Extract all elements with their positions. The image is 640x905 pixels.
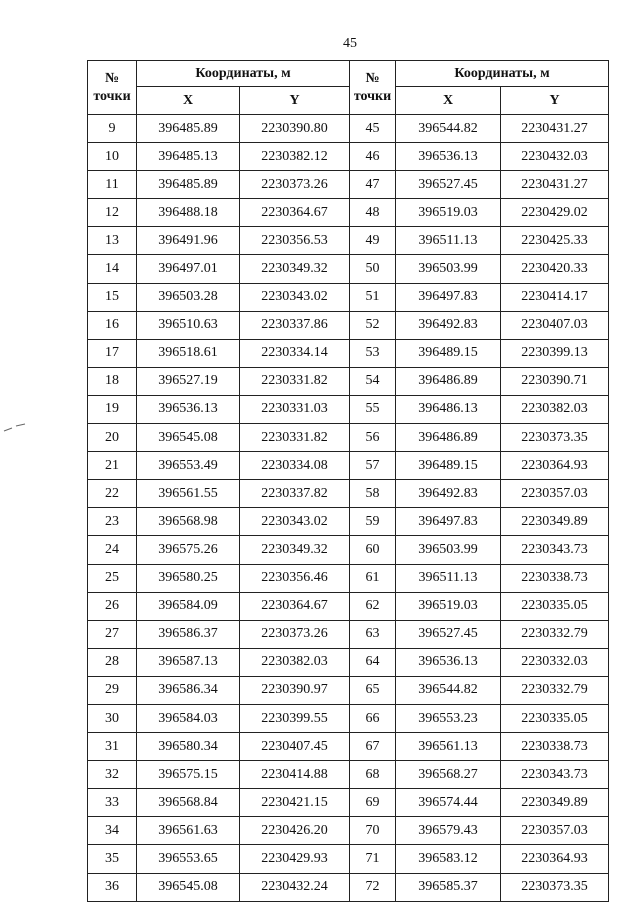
y-coordinate-cell: 2230390.80 xyxy=(240,115,350,143)
table-row xyxy=(88,564,609,592)
y-coordinate-cell: 2230343.02 xyxy=(240,508,350,536)
y-coordinate-cell: 2230407.45 xyxy=(240,733,350,761)
point-number-cell: 70 xyxy=(350,817,396,845)
point-number-cell: 36 xyxy=(88,873,137,901)
point-number-cell: 56 xyxy=(350,424,396,452)
point-number-cell: 30 xyxy=(88,704,137,732)
x-coordinate-cell: 396510.63 xyxy=(137,311,240,339)
point-number-cell: 31 xyxy=(88,733,137,761)
margin-mark xyxy=(3,423,27,433)
x-coordinate-cell: 396491.96 xyxy=(137,227,240,255)
point-number-cell: 60 xyxy=(350,536,396,564)
point-number-cell: 58 xyxy=(350,480,396,508)
y-coordinate-cell: 2230364.67 xyxy=(240,592,350,620)
y-coordinate-cell: 2230421.15 xyxy=(240,789,350,817)
y-coordinate-cell: 2230382.03 xyxy=(240,648,350,676)
point-number-cell: 32 xyxy=(88,761,137,789)
x-coordinate-cell: 396511.13 xyxy=(396,227,501,255)
y-coordinate-cell: 2230364.93 xyxy=(501,452,609,480)
point-number-cell: 61 xyxy=(350,564,396,592)
point-number-header-left xyxy=(88,61,137,115)
y-coordinate-cell: 2230414.88 xyxy=(240,761,350,789)
x-coordinate-cell: 396492.83 xyxy=(396,311,501,339)
table-row xyxy=(88,873,609,901)
x-coordinate-cell: 396586.34 xyxy=(137,676,240,704)
x-coordinate-cell: 396579.43 xyxy=(396,817,501,845)
x-coordinate-cell: 396586.37 xyxy=(137,620,240,648)
x-coordinate-cell: 396574.44 xyxy=(396,789,501,817)
table-row xyxy=(88,115,609,143)
y-coordinate-cell: 2230331.03 xyxy=(240,395,350,423)
x-coordinate-cell: 396503.28 xyxy=(137,283,240,311)
y-coordinate-cell: 2230335.05 xyxy=(501,592,609,620)
x-coordinate-cell: 396568.84 xyxy=(137,789,240,817)
x-coordinate-cell: 396486.13 xyxy=(396,395,501,423)
y-coordinate-cell: 2230338.73 xyxy=(501,564,609,592)
point-number-cell: 13 xyxy=(88,227,137,255)
y-coordinate-cell: 2230343.02 xyxy=(240,283,350,311)
y-coordinate-cell: 2230364.67 xyxy=(240,199,350,227)
x-coordinate-cell: 396561.63 xyxy=(137,817,240,845)
point-number-cell: 33 xyxy=(88,789,137,817)
point-number-cell: 59 xyxy=(350,508,396,536)
y-coordinate-cell: 2230338.73 xyxy=(501,733,609,761)
point-number-cell: 22 xyxy=(88,480,137,508)
y-coordinate-cell: 2230399.55 xyxy=(240,704,350,732)
y-coordinate-cell: 2230337.86 xyxy=(240,311,350,339)
y-coordinate-cell: 2230425.33 xyxy=(501,227,609,255)
table-row xyxy=(88,199,609,227)
point-number-cell: 14 xyxy=(88,255,137,283)
point-number-cell: 49 xyxy=(350,227,396,255)
y-coordinate-cell: 2230382.12 xyxy=(240,143,350,171)
point-number-cell: 51 xyxy=(350,283,396,311)
y-coordinate-cell: 2230334.08 xyxy=(240,452,350,480)
table-row xyxy=(88,367,609,395)
x-coordinate-cell: 396489.15 xyxy=(396,452,501,480)
x-coordinate-cell: 396497.01 xyxy=(137,255,240,283)
point-number-word: точки xyxy=(93,88,131,104)
table-row xyxy=(88,733,609,761)
y-coordinate-cell: 2230431.27 xyxy=(501,115,609,143)
y-coordinate-cell: 2230349.89 xyxy=(501,508,609,536)
x-coordinate-cell: 396519.03 xyxy=(396,592,501,620)
point-number-cell: 55 xyxy=(350,395,396,423)
point-number-cell: 54 xyxy=(350,367,396,395)
point-number-cell: 35 xyxy=(88,845,137,873)
point-number-cell: 62 xyxy=(350,592,396,620)
x-coordinate-cell: 396488.18 xyxy=(137,199,240,227)
point-number-cell: 67 xyxy=(350,733,396,761)
x-coordinate-cell: 396518.61 xyxy=(137,339,240,367)
x-coordinate-cell: 396492.83 xyxy=(396,480,501,508)
point-number-cell: 16 xyxy=(88,311,137,339)
point-number-cell: 50 xyxy=(350,255,396,283)
y-coordinate-cell: 2230364.93 xyxy=(501,845,609,873)
table-row xyxy=(88,845,609,873)
point-number-cell: 34 xyxy=(88,817,137,845)
coordinates-header-left: Координаты, м xyxy=(137,61,350,87)
point-number-cell: 69 xyxy=(350,789,396,817)
x-coordinate-cell: 396527.19 xyxy=(137,367,240,395)
point-number-header-right xyxy=(350,61,396,115)
y-coordinate-cell: 2230335.05 xyxy=(501,704,609,732)
point-number-cell: 11 xyxy=(88,171,137,199)
point-number-cell: 27 xyxy=(88,620,137,648)
x-coordinate-cell: 396585.37 xyxy=(396,873,501,901)
x-coordinate-cell: 396519.03 xyxy=(396,199,501,227)
y-coordinate-cell: 2230356.46 xyxy=(240,564,350,592)
x-coordinate-cell: 396485.89 xyxy=(137,171,240,199)
table-row xyxy=(88,704,609,732)
y-coordinate-cell: 2230349.32 xyxy=(240,255,350,283)
y-coordinate-cell: 2230426.20 xyxy=(240,817,350,845)
x-coordinate-cell: 396584.03 xyxy=(137,704,240,732)
x-coordinate-cell: 396511.13 xyxy=(396,564,501,592)
point-number-cell: 24 xyxy=(88,536,137,564)
point-number-cell: 23 xyxy=(88,508,137,536)
point-number-cell: 45 xyxy=(350,115,396,143)
x-coordinate-cell: 396497.83 xyxy=(396,508,501,536)
y-coordinate-cell: 2230337.82 xyxy=(240,480,350,508)
point-number-cell: 25 xyxy=(88,564,137,592)
table-row xyxy=(88,311,609,339)
point-number-symbol: № xyxy=(104,70,120,86)
table-row xyxy=(88,536,609,564)
x-coordinate-cell: 396587.13 xyxy=(137,648,240,676)
page-number: 45 xyxy=(343,36,357,51)
table-row xyxy=(88,648,609,676)
table-row xyxy=(88,789,609,817)
y-coordinate-cell: 2230432.03 xyxy=(501,143,609,171)
point-number-cell: 68 xyxy=(350,761,396,789)
y-coordinate-cell: 2230357.03 xyxy=(501,817,609,845)
x-coordinate-cell: 396568.98 xyxy=(137,508,240,536)
x-coordinate-cell: 396536.13 xyxy=(137,395,240,423)
x-coordinate-cell: 396489.15 xyxy=(396,339,501,367)
y-coordinate-cell: 2230382.03 xyxy=(501,395,609,423)
x-coordinate-cell: 396497.83 xyxy=(396,283,501,311)
x-coordinate-cell: 396575.15 xyxy=(137,761,240,789)
point-number-cell: 28 xyxy=(88,648,137,676)
y-coordinate-cell: 2230343.73 xyxy=(501,536,609,564)
x-coordinate-cell: 396584.09 xyxy=(137,592,240,620)
x-coordinate-cell: 396553.65 xyxy=(137,845,240,873)
y-coordinate-cell: 2230334.14 xyxy=(240,339,350,367)
coordinates-header-right: Координаты, м xyxy=(396,61,609,87)
x-coordinate-cell: 396503.99 xyxy=(396,536,501,564)
y-coordinate-cell: 2230399.13 xyxy=(501,339,609,367)
point-number-cell: 20 xyxy=(88,424,137,452)
x-coordinate-cell: 396485.89 xyxy=(137,115,240,143)
y-coordinate-cell: 2230414.17 xyxy=(501,283,609,311)
x-coordinate-cell: 396580.34 xyxy=(137,733,240,761)
x-coordinate-cell: 396486.89 xyxy=(396,367,501,395)
x-coordinate-cell: 396580.25 xyxy=(137,564,240,592)
x-coordinate-cell: 396544.82 xyxy=(396,676,501,704)
y-coordinate-cell: 2230332.79 xyxy=(501,620,609,648)
table-row xyxy=(88,424,609,452)
table-row xyxy=(88,339,609,367)
table-row xyxy=(88,452,609,480)
y-coordinate-cell: 2230429.02 xyxy=(501,199,609,227)
y-coordinate-cell: 2230349.89 xyxy=(501,789,609,817)
y-coordinate-cell: 2230332.79 xyxy=(501,676,609,704)
x-header-right: X xyxy=(396,87,501,115)
y-coordinate-cell: 2230356.53 xyxy=(240,227,350,255)
y-coordinate-cell: 2230357.03 xyxy=(501,480,609,508)
y-coordinate-cell: 2230349.32 xyxy=(240,536,350,564)
table-row xyxy=(88,395,609,423)
point-number-cell: 10 xyxy=(88,143,137,171)
point-number-cell: 12 xyxy=(88,199,137,227)
x-coordinate-cell: 396486.89 xyxy=(396,424,501,452)
y-header-right: Y xyxy=(501,87,609,115)
table-row xyxy=(88,817,609,845)
point-number-cell: 63 xyxy=(350,620,396,648)
y-coordinate-cell: 2230373.26 xyxy=(240,620,350,648)
x-coordinate-cell: 396536.13 xyxy=(396,648,501,676)
table-row xyxy=(88,255,609,283)
y-coordinate-cell: 2230332.03 xyxy=(501,648,609,676)
table-row xyxy=(88,480,609,508)
y-coordinate-cell: 2230373.35 xyxy=(501,424,609,452)
x-coordinate-cell: 396485.13 xyxy=(137,143,240,171)
y-coordinate-cell: 2230331.82 xyxy=(240,424,350,452)
coordinates-table xyxy=(87,60,609,902)
y-coordinate-cell: 2230331.82 xyxy=(240,367,350,395)
point-number-cell: 47 xyxy=(350,171,396,199)
point-number-cell: 57 xyxy=(350,452,396,480)
table-row xyxy=(88,620,609,648)
table-row xyxy=(88,676,609,704)
point-number-cell: 53 xyxy=(350,339,396,367)
point-number-cell: 46 xyxy=(350,143,396,171)
point-number-cell: 64 xyxy=(350,648,396,676)
x-coordinate-cell: 396553.23 xyxy=(396,704,501,732)
point-number-cell: 26 xyxy=(88,592,137,620)
point-number-cell: 72 xyxy=(350,873,396,901)
y-coordinate-cell: 2230420.33 xyxy=(501,255,609,283)
point-number-word: точки xyxy=(353,88,392,104)
y-coordinate-cell: 2230390.97 xyxy=(240,676,350,704)
y-coordinate-cell: 2230432.24 xyxy=(240,873,350,901)
point-number-cell: 29 xyxy=(88,676,137,704)
table-row xyxy=(88,283,609,311)
point-number-cell: 66 xyxy=(350,704,396,732)
y-coordinate-cell: 2230373.35 xyxy=(501,873,609,901)
point-number-cell: 71 xyxy=(350,845,396,873)
x-coordinate-cell: 396527.45 xyxy=(396,620,501,648)
table-row xyxy=(88,143,609,171)
x-header-left: X xyxy=(137,87,240,115)
point-number-cell: 21 xyxy=(88,452,137,480)
x-coordinate-cell: 396544.82 xyxy=(396,115,501,143)
table-row xyxy=(88,171,609,199)
point-number-cell: 19 xyxy=(88,395,137,423)
y-coordinate-cell: 2230429.93 xyxy=(240,845,350,873)
x-coordinate-cell: 396536.13 xyxy=(396,143,501,171)
x-coordinate-cell: 396583.12 xyxy=(396,845,501,873)
point-number-cell: 18 xyxy=(88,367,137,395)
y-coordinate-cell: 2230343.73 xyxy=(501,761,609,789)
x-coordinate-cell: 396553.49 xyxy=(137,452,240,480)
point-number-cell: 48 xyxy=(350,199,396,227)
y-coordinate-cell: 2230407.03 xyxy=(501,311,609,339)
table-row xyxy=(88,761,609,789)
x-coordinate-cell: 396575.26 xyxy=(137,536,240,564)
point-number-symbol: № xyxy=(365,70,380,86)
y-header-left: Y xyxy=(240,87,350,115)
y-coordinate-cell: 2230373.26 xyxy=(240,171,350,199)
x-coordinate-cell: 396568.27 xyxy=(396,761,501,789)
point-number-cell: 65 xyxy=(350,676,396,704)
table-row xyxy=(88,508,609,536)
x-coordinate-cell: 396545.08 xyxy=(137,424,240,452)
x-coordinate-cell: 396545.08 xyxy=(137,873,240,901)
y-coordinate-cell: 2230431.27 xyxy=(501,171,609,199)
x-coordinate-cell: 396561.13 xyxy=(396,733,501,761)
x-coordinate-cell: 396503.99 xyxy=(396,255,501,283)
point-number-cell: 9 xyxy=(88,115,137,143)
point-number-cell: 15 xyxy=(88,283,137,311)
table-row xyxy=(88,592,609,620)
y-coordinate-cell: 2230390.71 xyxy=(501,367,609,395)
x-coordinate-cell: 396561.55 xyxy=(137,480,240,508)
table-row xyxy=(88,227,609,255)
x-coordinate-cell: 396527.45 xyxy=(396,171,501,199)
point-number-cell: 52 xyxy=(350,311,396,339)
point-number-cell: 17 xyxy=(88,339,137,367)
